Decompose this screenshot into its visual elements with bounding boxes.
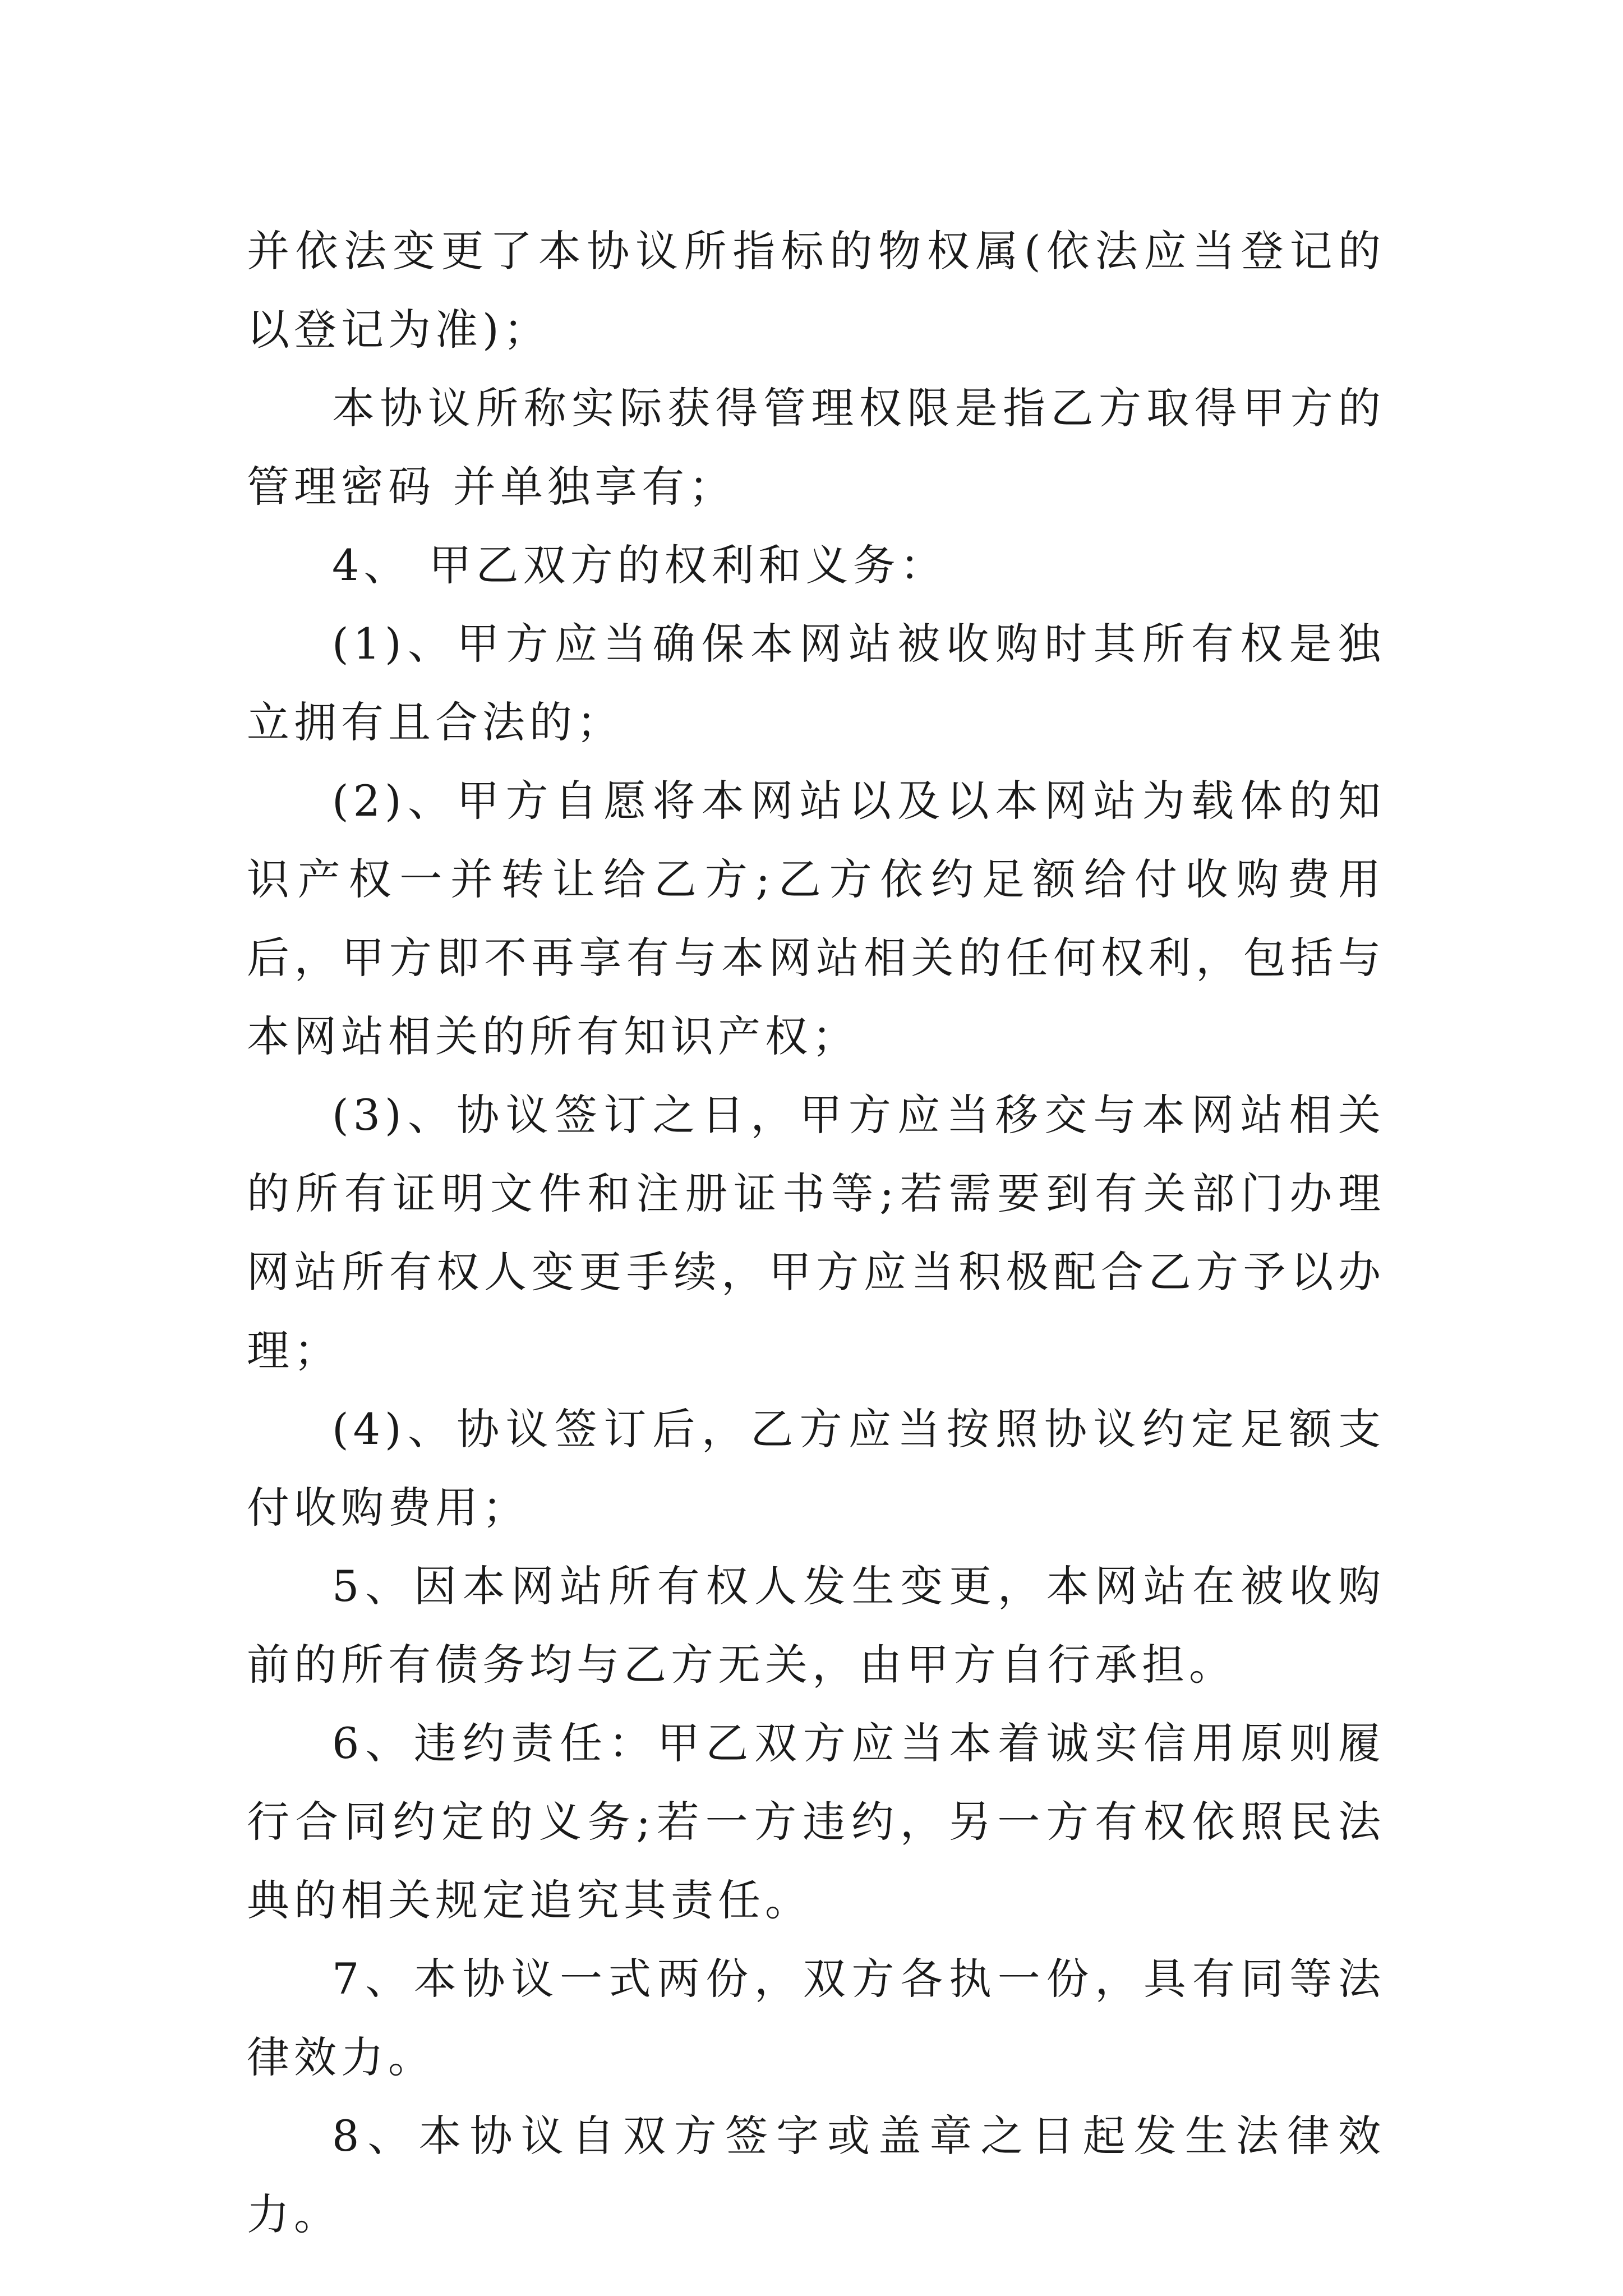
clause-6: 6、违约责任：甲乙双方应当本着诚实信用原则履行合同约定的义务;若一方违约，另一方有权依照民法典的相关规定追究其责任。 (247, 1718, 1385, 1925)
clause-4-item-2: (2)、甲方自愿将本网站以及以本网站为载体的知识产权一并转让给乙方;乙方依约足额给付收购费用后，甲方即不再享有与本网站相关的任何权利，包括与本网站相关的所有知识产权； (247, 776, 1385, 1061)
clause-4-heading: 4、 甲乙双方的权利和义务： (332, 540, 947, 590)
paragraph-continuation: 并依法变更了本协议所指标的物权属(依法应当登记的以登记为准)； (247, 226, 1385, 355)
clause-7: 7、本协议一式两份，双方各执一份，具有同等法律效力。 (247, 1954, 1385, 2082)
clause-8: 8、本协议自双方签字或盖章之日起发生法律效力。 (247, 2111, 1385, 2239)
clause-4-item-4: (4)、协议签订后，乙方应当按照协议约定足额支付收购费用； (247, 1404, 1385, 1533)
clause-4-item-3: (3)、协议签订之日，甲方应当移交与本网站相关的所有证明文件和注册证书等;若需要到有关部门办理网站所有权人变更手续，甲方应当积极配合乙方予以办理； (247, 1090, 1385, 1375)
clause-5: 5、因本网站所有权人发生变更，本网站在被收购前的所有债务均与乙方无关，由甲方自行承担。 (247, 1561, 1385, 1690)
paragraph-management-definition: 本协议所称实际获得管理权限是指乙方取得甲方的管理密码 并单独享有； (247, 383, 1385, 512)
clause-4-item-1: (1)、甲方应当确保本网站被收购时其所有权是独立拥有且合法的； (247, 619, 1385, 747)
document-body (247, 212, 1385, 2254)
